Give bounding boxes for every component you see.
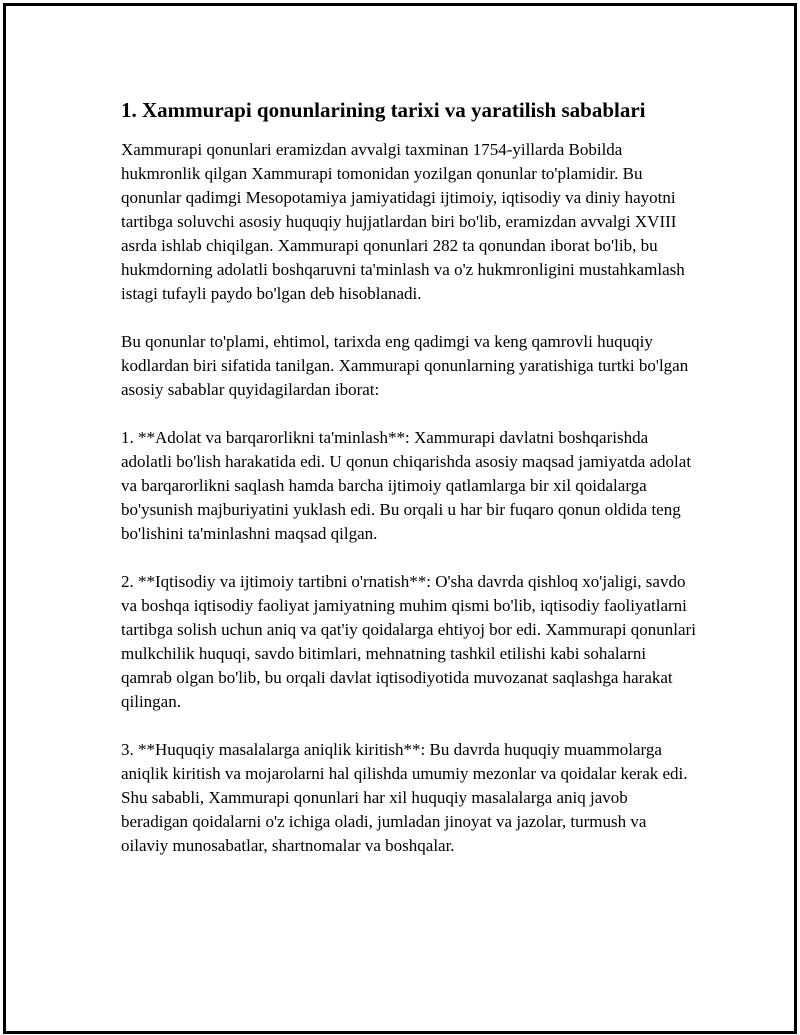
document-body <box>121 96 696 882</box>
paragraph-reason-3: 3. **Huquqiy masalalarga aniqlik kiritish**: Bu davrda huquqiy muammolarga aniqlik kiritish va mojarolarni hal qilishda umumiy mezonlar va qoidalar kerak edi. Shu sababli, Xammurapi qonunlari har xil huquqiy masalalarga aniq javob beradigan qoidalarni o'z ichiga oladi, jumladan jinoyat va jazolar, turmush va oilaviy munosabatlar, shartnomalar va boshqalar. <box>121 740 688 855</box>
paragraph-intro: Xammurapi qonunlari eramizdan avvalgi taxminan 1754-yillarda Bobilda hukmronlik qilgan Xammurapi tomonidan yozilgan qonunlar to'plamidir. Bu qonunlar qadimgi Mesopotamiya jamiyatidagi ijtimoiy, iqtisodiy va diniy hayotni tartibga soluvchi asosiy huquqiy hujjatlardan biri bo'lib, eramizdan avvalgi XVIII asrda ishlab chiqilgan. Xammurapi qonunlari 282 ta qonundan iborat bo'lib, bu hukmdorning adolatli boshqaruvni ta'minlash va o'z hukmronligini mustahkamlash istagi tufayli paydo bo'lgan deb hisoblanadi. <box>121 140 685 303</box>
section-heading: 1. Xammurapi qonunlarining tarixi va yaratilish sabablari <box>121 98 646 122</box>
paragraph-reason-1: 1. **Adolat va barqarorlikni ta'minlash**: Xammurapi davlatni boshqarishda adolatli bo'lish harakatida edi. U qonun chiqarishda asosiy maqsad jamiyatda adolat va barqarorlikni saqlash hamda barcha ijtimoiy qatlamlarga bir xil qoidalarga bo'ysunish majburiyatini yuklash edi. Bu orqali u har bir fuqaro qonun oldida teng bo'lishini ta'minlashni maqsad qilgan. <box>121 428 692 543</box>
paragraph-reason-2: 2. **Iqtisodiy va ijtimoiy tartibni o'rnatish**: O'sha davrda qishloq xo'jaligi, savdo va boshqa iqtisodiy faoliyat jamiyatning muhim qismi bo'lib, iqtisodiy faoliyatlarni tartibga solish uchun aniq va qat'iy qoidalarga ehtiyoj bor edi. Xammurapi qonunlari mulkchilik huquqi, savdo bitimlari, mehnatning tashkil etilishi kabi sohalarni qamrab olgan bo'lib, bu orqali davlat iqtisodiyotida muvozanat saqlashga harakat qilingan. <box>121 572 696 711</box>
page-frame <box>3 3 797 1034</box>
paragraph-overview: Bu qonunlar to'plami, ehtimol, tarixda eng qadimgi va keng qamrovli huquqiy kodlardan biri sifatida tanilgan. Xammurapi qonunlarning yaratishiga turtki bo'lgan asosiy sabablar quyidagilardan iborat: <box>121 332 689 399</box>
